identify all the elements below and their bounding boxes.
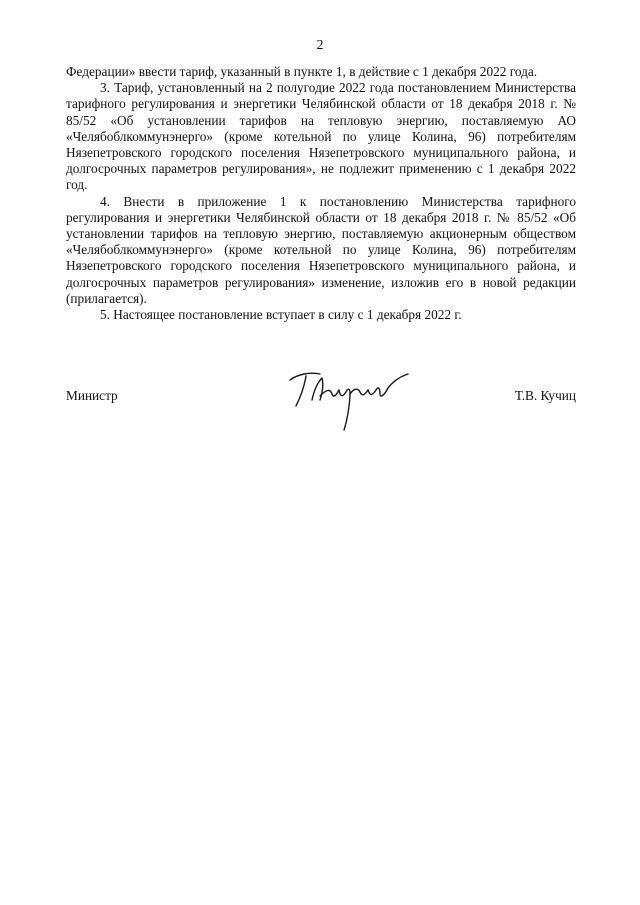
paragraph-3: 3. Тариф, установленный на 2 полугодие 2022 года постановлением Министерства тарифного регулирования и энергетики Челябинской области от 18 декабря 2018 г. № 85/52 «Об установлении тарифов на тепловую энергию, поставляемую АО «Челябоблкоммунэнерго» (кроме котельной по улице Колина, 96) потребителям Нязепетровского городского поселения Нязепетровского муниципального района, и долгосрочных параметров регулирования», не подлежит применению с 1 декабря 2022 год. xyxy=(66,80,576,193)
paragraph-continuation: Федерации» ввести тариф, указанный в пункте 1, в действие с 1 декабря 2022 года. xyxy=(66,64,538,79)
page-number: 2 xyxy=(316,38,324,53)
handwritten-signature xyxy=(284,366,414,438)
document-body xyxy=(66,64,576,323)
signer-position: Министр xyxy=(66,388,118,403)
signature-block xyxy=(66,382,576,442)
paragraph-5: 5. Настоящее постановление вступает в силу с 1 декабря 2022 г. xyxy=(100,307,462,323)
paragraph-4: 4. Внести в приложение 1 к постановлению Министерства тарифного регулирования и энергетики Челябинской области от 18 декабря 2018 г. № 85/52 «Об установлении тарифов на тепловую энергию, поставляемую акционерным обществом «Челябоблкоммунэнерго» (кроме котельной по улице Колина, 96) потребителям Нязепетровского городского поселения Нязепетровского муниципального района, и долгосрочных параметров регулирования» изменение, изложив его в новой редакции (прилагается). xyxy=(66,193,576,306)
signer-name: Т.В. Кучиц xyxy=(514,388,576,403)
